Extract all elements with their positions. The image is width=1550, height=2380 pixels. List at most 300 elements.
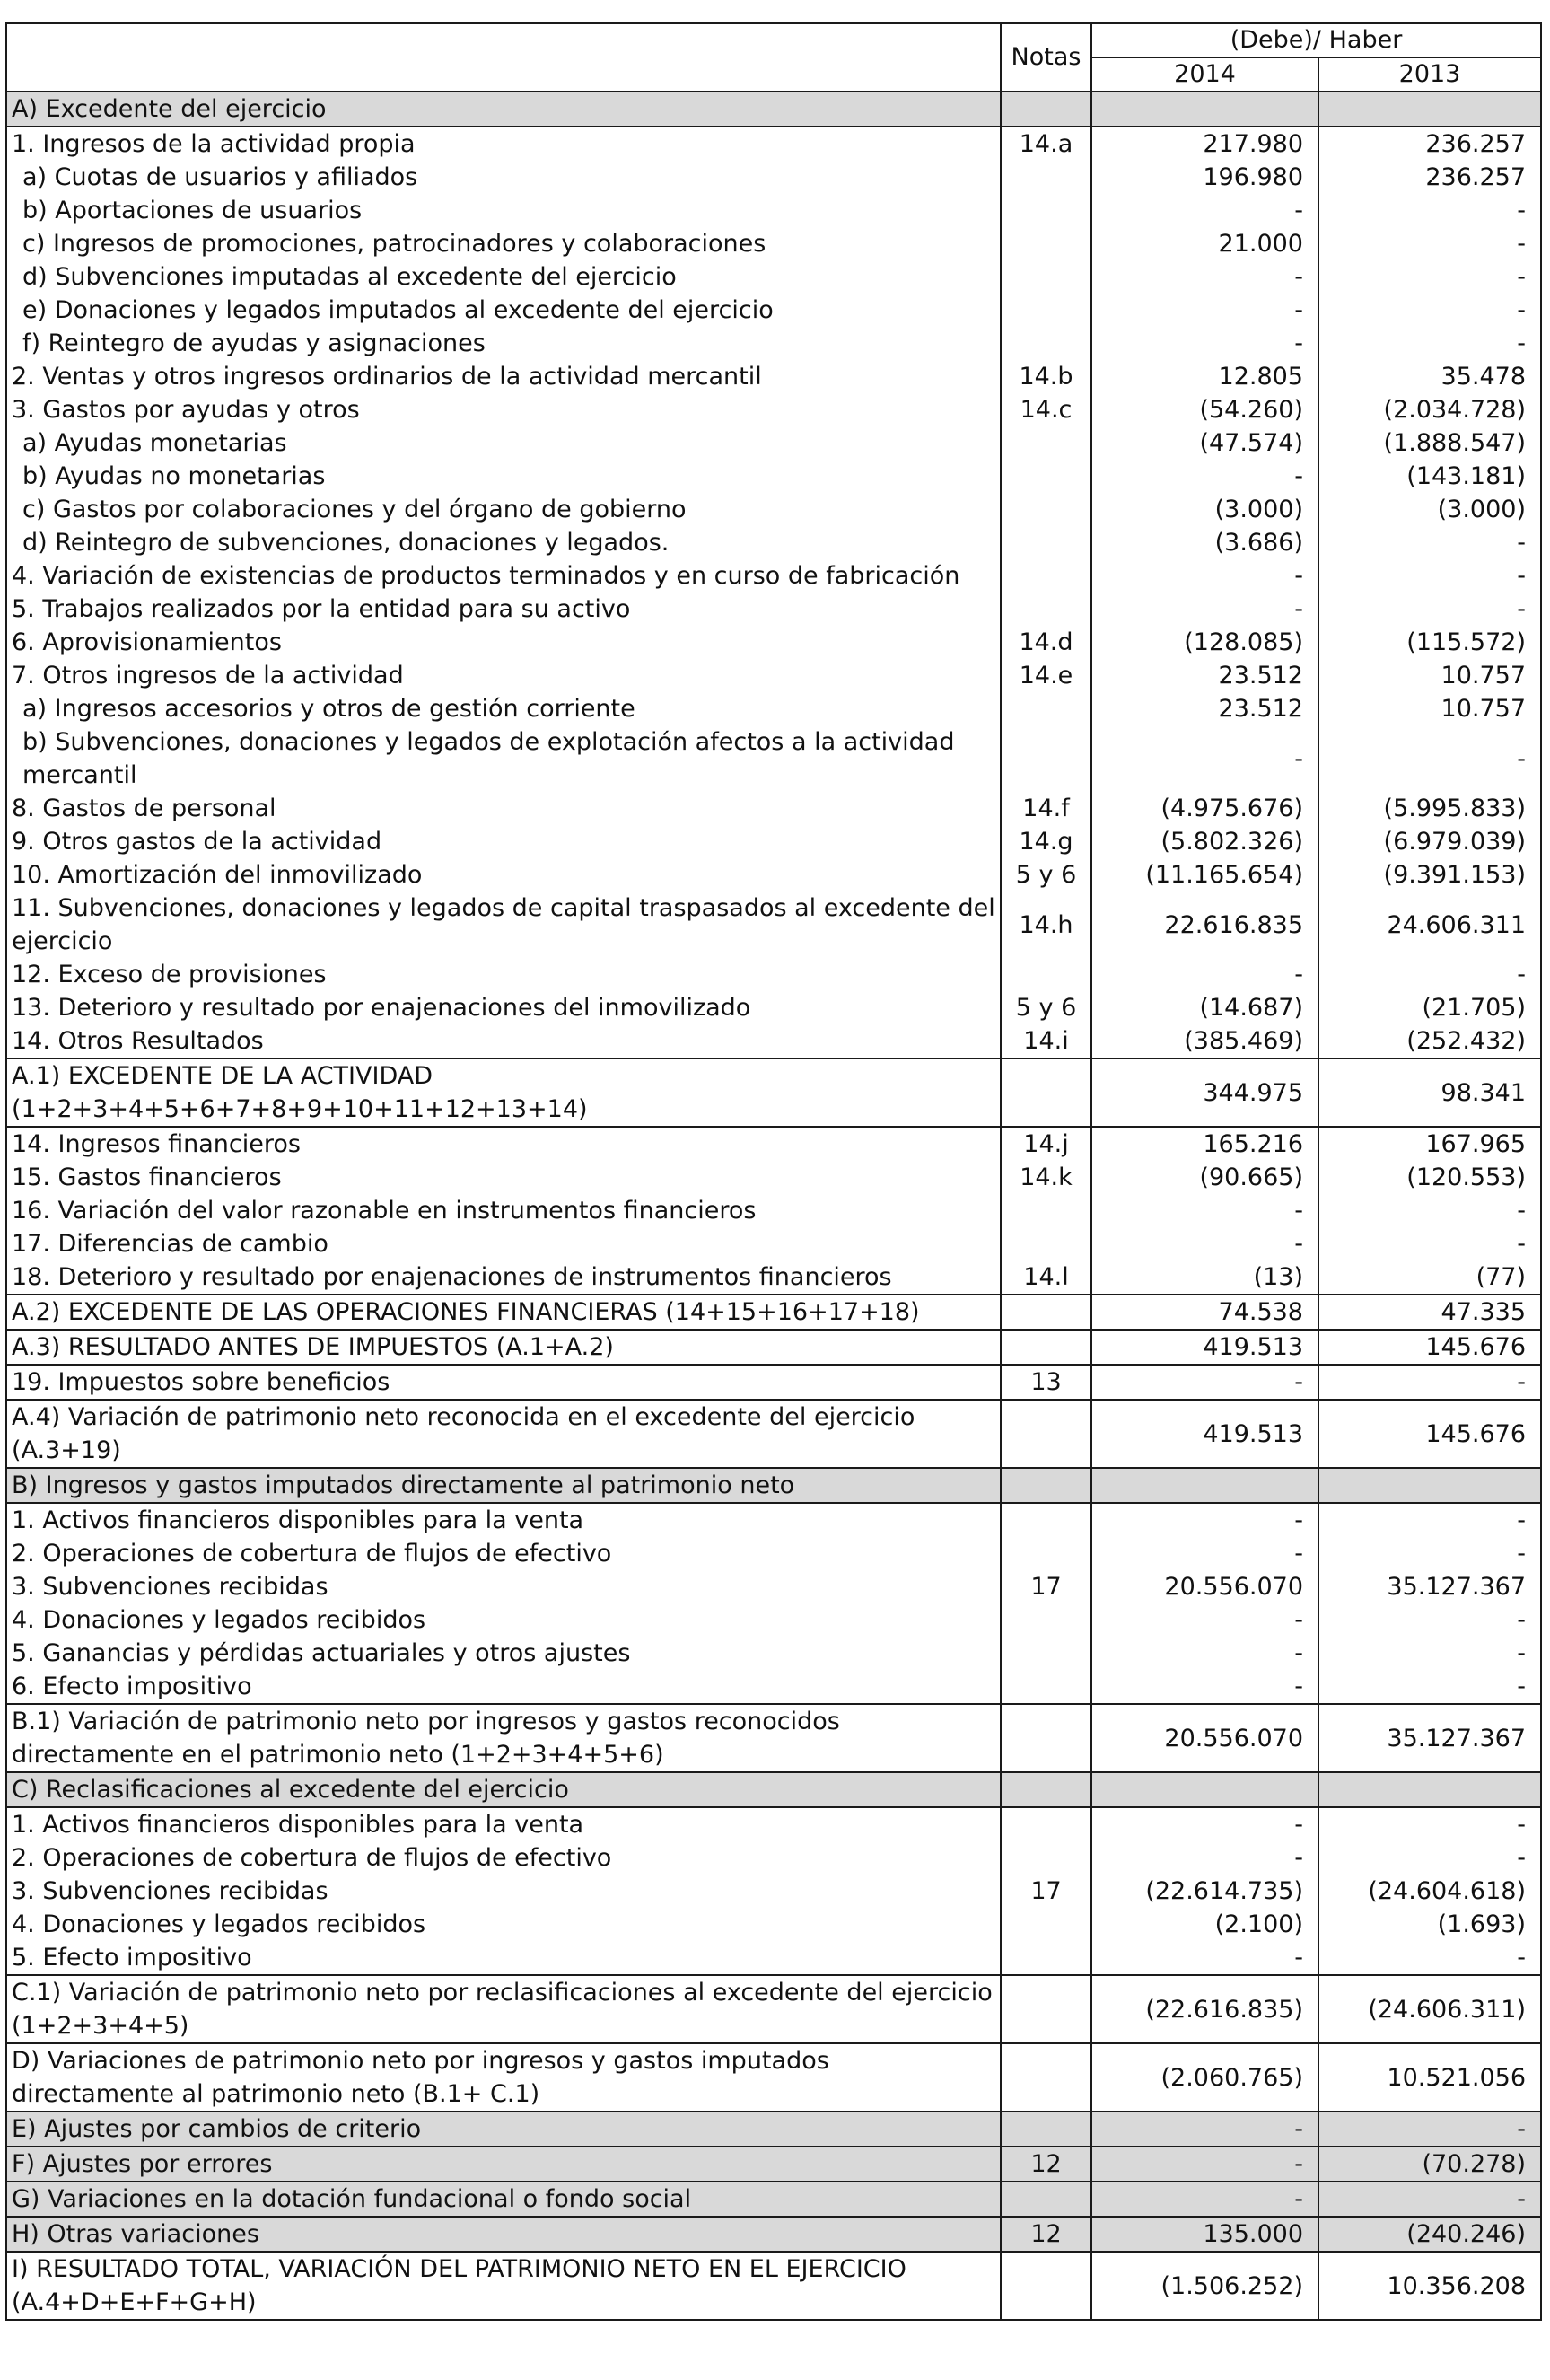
table-row [6, 991, 1541, 1024]
nota-cell [1001, 1772, 1091, 1807]
value-2014-cell: 419.513 [1091, 1330, 1318, 1365]
value-2014-cell: (5.802.326) [1091, 825, 1318, 858]
value-2014-cell: 21.000 [1091, 227, 1318, 260]
concept-cell: 14. Ingresos financieros [6, 1127, 1001, 1161]
value-2014-cell: 23.512 [1091, 692, 1318, 725]
nota-cell: 14.d [1001, 626, 1091, 659]
value-2013-cell: (252.432) [1318, 1024, 1541, 1058]
value-2014-cell: - [1091, 593, 1318, 626]
table-row [6, 626, 1541, 659]
statement-body [6, 92, 1541, 2320]
nota-cell [1001, 1537, 1091, 1570]
concept-cell: 5. Trabajos realizados por la entidad para su activo [6, 593, 1001, 626]
value-2013-cell: (70.278) [1318, 2147, 1541, 2182]
nota-cell [1001, 1227, 1091, 1260]
nota-cell: 17 [1001, 1875, 1091, 1908]
value-2014-cell: 12.805 [1091, 360, 1318, 393]
nota-cell [1001, 426, 1091, 460]
nota-cell: 12 [1001, 2217, 1091, 2252]
nota-cell [1001, 1704, 1091, 1772]
value-2014-cell: - [1091, 1637, 1318, 1670]
value-2013-cell: (5.995.833) [1318, 792, 1541, 825]
value-2014-cell: (2.060.765) [1091, 2043, 1318, 2112]
nota-cell: 5 y 6 [1001, 858, 1091, 891]
concept-cell: 3. Subvenciones recibidas [6, 1570, 1001, 1603]
nota-cell: 12 [1001, 2147, 1091, 2182]
concept-text: c) Gastos por colaboraciones y del órgano de gobierno [22, 496, 687, 523]
value-2013-cell: (2.034.728) [1318, 393, 1541, 426]
concept-cell: 3. Subvenciones recibidas [6, 1875, 1001, 1908]
table-row [6, 692, 1541, 725]
concept-cell: D) Variaciones de patrimonio neto por ingresos y gastos imputados directamente al patrimonio neto (B.1+ C.1) [6, 2043, 1001, 2112]
value-2013-cell: (3.000) [1318, 493, 1541, 526]
table-row [6, 659, 1541, 692]
value-2014-cell: (47.574) [1091, 426, 1318, 460]
value-2014-cell: - [1091, 260, 1318, 294]
total-row [6, 1058, 1541, 1127]
value-2014-cell: (385.469) [1091, 1024, 1318, 1058]
section-row [6, 2147, 1541, 2182]
table-row [6, 1807, 1541, 1841]
value-2014-cell: - [1091, 1807, 1318, 1841]
concept-cell: 4. Variación de existencias de productos terminados y en curso de fabricación [6, 559, 1001, 593]
section-row [6, 1468, 1541, 1503]
value-2013-cell: - [1318, 227, 1541, 260]
value-2013-cell: - [1318, 1603, 1541, 1637]
nota-cell [1001, 194, 1091, 227]
value-2014-cell: 20.556.070 [1091, 1570, 1318, 1603]
value-2014-cell: 419.513 [1091, 1400, 1318, 1468]
value-2014-cell: - [1091, 1941, 1318, 1975]
table-row [6, 1161, 1541, 1194]
nota-cell [1001, 1400, 1091, 1468]
value-2014-cell: 196.980 [1091, 161, 1318, 194]
nota-cell [1001, 1194, 1091, 1227]
concept-text: b) Ayudas no monetarias [22, 462, 326, 490]
section-row [6, 92, 1541, 127]
nota-cell: 14.j [1001, 1127, 1091, 1161]
section-row [6, 2217, 1541, 2252]
debe-haber-header: (Debe)/ Haber [1091, 23, 1541, 57]
value-2014-cell: 22.616.835 [1091, 891, 1318, 958]
table-row [6, 1537, 1541, 1570]
concept-cell: A.1) EXCEDENTE DE LA ACTIVIDAD (1+2+3+4+5+6+7+8+9+10+11+12+13+14) [6, 1058, 1001, 1127]
table-row [6, 1194, 1541, 1227]
value-2013-cell: 167.965 [1318, 1127, 1541, 1161]
nota-cell [1001, 1670, 1091, 1704]
statement-table [5, 22, 1542, 2321]
value-2013-cell: 10.356.208 [1318, 2252, 1541, 2320]
nota-cell [1001, 559, 1091, 593]
value-2013-cell: - [1318, 194, 1541, 227]
nota-cell: 14.i [1001, 1024, 1091, 1058]
nota-cell [1001, 1468, 1091, 1503]
value-2013-cell: - [1318, 1537, 1541, 1570]
table-row [6, 127, 1541, 161]
concept-cell: C.1) Variación de patrimonio neto por reclasificaciones al excedente del ejercicio (1+2+3+4+5) [6, 1975, 1001, 2043]
concept-text: c) Ingresos de promociones, patrocinadores y colaboraciones [22, 230, 766, 258]
nota-cell [1001, 260, 1091, 294]
year-2014-header: 2014 [1091, 57, 1318, 92]
value-2014-cell: - [1091, 1537, 1318, 1570]
nota-cell [1001, 2182, 1091, 2217]
concept-cell [6, 426, 1001, 460]
table-row [6, 1908, 1541, 1941]
concept-cell: E) Ajustes por cambios de criterio [6, 2112, 1001, 2147]
table-row [6, 1670, 1541, 1704]
nota-cell [1001, 460, 1091, 493]
nota-cell: 14.e [1001, 659, 1091, 692]
concept-cell: 16. Variación del valor razonable en instrumentos financieros [6, 1194, 1001, 1227]
value-2013-cell: (24.606.311) [1318, 1975, 1541, 2043]
nota-cell: 14.g [1001, 825, 1091, 858]
table-row [6, 360, 1541, 393]
value-2014-cell: (1.506.252) [1091, 2252, 1318, 2320]
concept-cell: 2. Operaciones de cobertura de flujos de efectivo [6, 1537, 1001, 1570]
value-2014-cell: 165.216 [1091, 1127, 1318, 1161]
value-2014-cell: - [1091, 1194, 1318, 1227]
value-2014-cell: (13) [1091, 1260, 1318, 1295]
value-2014-cell: - [1091, 958, 1318, 991]
concept-cell: 6. Efecto impositivo [6, 1670, 1001, 1704]
concept-cell: A.4) Variación de patrimonio neto reconocida en el excedente del ejercicio (A.3+19) [6, 1400, 1001, 1468]
nota-cell [1001, 1807, 1091, 1841]
concept-cell: 4. Donaciones y legados recibidos [6, 1603, 1001, 1637]
nota-cell: 14.l [1001, 1260, 1091, 1295]
nota-cell [1001, 1975, 1091, 2043]
nota-cell [1001, 327, 1091, 360]
value-2013-cell: 10.521.056 [1318, 2043, 1541, 2112]
value-2014-cell: - [1091, 559, 1318, 593]
nota-cell [1001, 1841, 1091, 1875]
table-row [6, 1127, 1541, 1161]
concept-cell [6, 227, 1001, 260]
value-2013-cell: (77) [1318, 1260, 1541, 1295]
total-row [6, 1295, 1541, 1330]
nota-cell: 5 y 6 [1001, 991, 1091, 1024]
nota-cell [1001, 92, 1091, 127]
value-2014-cell: (22.614.735) [1091, 1875, 1318, 1908]
nota-cell: 14.k [1001, 1161, 1091, 1194]
concept-text: f) Reintegro de ayudas y asignaciones [22, 329, 486, 357]
value-2013-cell: (21.705) [1318, 991, 1541, 1024]
nota-cell [1001, 1503, 1091, 1537]
concept-cell [6, 493, 1001, 526]
table-row [6, 426, 1541, 460]
concept-text: e) Donaciones y legados imputados al excedente del ejercicio [22, 296, 774, 324]
value-2013-cell: - [1318, 725, 1541, 792]
section-row [6, 2182, 1541, 2217]
concept-cell: 15. Gastos financieros [6, 1161, 1001, 1194]
concept-cell: A.2) EXCEDENTE DE LAS OPERACIONES FINANCIERAS (14+15+16+17+18) [6, 1295, 1001, 1330]
concept-cell [6, 161, 1001, 194]
value-2014-cell: (128.085) [1091, 626, 1318, 659]
table-row [6, 559, 1541, 593]
value-2013-cell: 10.757 [1318, 659, 1541, 692]
concept-cell [6, 327, 1001, 360]
nota-cell [1001, 526, 1091, 559]
value-2014-cell: 23.512 [1091, 659, 1318, 692]
table-row [6, 460, 1541, 493]
value-2014-cell: (4.975.676) [1091, 792, 1318, 825]
value-2014-cell: - [1091, 2112, 1318, 2147]
nota-cell [1001, 2252, 1091, 2320]
nota-cell: 14.f [1001, 792, 1091, 825]
value-2013-cell: (1.693) [1318, 1908, 1541, 1941]
concept-cell [6, 194, 1001, 227]
table-row [6, 194, 1541, 227]
concept-cell: B) Ingresos y gastos imputados directamente al patrimonio neto [6, 1468, 1001, 1503]
nota-cell: 13 [1001, 1365, 1091, 1400]
table-row [6, 1570, 1541, 1603]
concept-text: a) Cuotas de usuarios y afiliados [22, 163, 418, 191]
nota-cell [1001, 725, 1091, 792]
value-2014-cell: - [1091, 1603, 1318, 1637]
concept-text: a) Ayudas monetarias [22, 429, 287, 457]
concept-cell: 12. Exceso de provisiones [6, 958, 1001, 991]
nota-cell: 17 [1001, 1570, 1091, 1603]
value-2014-cell: - [1091, 1503, 1318, 1537]
table-row [6, 1603, 1541, 1637]
concept-cell: 11. Subvenciones, donaciones y legados de capital traspasados al excedente del ejercicio [6, 891, 1001, 958]
value-2013-cell: 35.127.367 [1318, 1704, 1541, 1772]
value-2013-cell: (1.888.547) [1318, 426, 1541, 460]
nota-cell [1001, 227, 1091, 260]
concept-cell [6, 294, 1001, 327]
concept-text: d) Subvenciones imputadas al excedente del ejercicio [22, 263, 677, 291]
concept-cell: 8. Gastos de personal [6, 792, 1001, 825]
table-row [6, 1260, 1541, 1295]
value-2014-cell: (3.686) [1091, 526, 1318, 559]
value-2013-cell: - [1318, 1941, 1541, 1975]
value-2014-cell: - [1091, 725, 1318, 792]
value-2013-cell: 35.478 [1318, 360, 1541, 393]
table-row [6, 1841, 1541, 1875]
table-row [6, 227, 1541, 260]
table-row [6, 260, 1541, 294]
concept-cell: 1. Activos financieros disponibles para la venta [6, 1807, 1001, 1841]
value-2013-cell: 236.257 [1318, 127, 1541, 161]
value-2014-cell: (3.000) [1091, 493, 1318, 526]
table-row [6, 593, 1541, 626]
value-2014-cell: (22.616.835) [1091, 1975, 1318, 2043]
value-2014-cell: (90.665) [1091, 1161, 1318, 1194]
concept-cell: 3. Gastos por ayudas y otros [6, 393, 1001, 426]
value-2014-cell [1091, 1468, 1318, 1503]
value-2014-cell: (54.260) [1091, 393, 1318, 426]
concept-cell: A.3) RESULTADO ANTES DE IMPUESTOS (A.1+A.2) [6, 1330, 1001, 1365]
value-2013-cell: - [1318, 1365, 1541, 1400]
value-2014-cell [1091, 1772, 1318, 1807]
value-2014-cell: 74.538 [1091, 1295, 1318, 1330]
table-row [6, 1941, 1541, 1975]
nota-cell: 14.c [1001, 393, 1091, 426]
value-2013-cell: - [1318, 1227, 1541, 1260]
value-2014-cell: - [1091, 327, 1318, 360]
concept-cell: C) Reclasificaciones al excedente del ejercicio [6, 1772, 1001, 1807]
value-2013-cell: 47.335 [1318, 1295, 1541, 1330]
nota-cell [1001, 958, 1091, 991]
table-row [6, 792, 1541, 825]
notas-header: Notas [1001, 23, 1091, 92]
table-row [6, 327, 1541, 360]
total-row [6, 2252, 1541, 2320]
value-2013-cell: - [1318, 958, 1541, 991]
nota-cell [1001, 1295, 1091, 1330]
value-2013-cell: - [1318, 327, 1541, 360]
concept-cell: 2. Operaciones de cobertura de flujos de efectivo [6, 1841, 1001, 1875]
concept-cell: H) Otras variaciones [6, 2217, 1001, 2252]
value-2013-cell: - [1318, 1841, 1541, 1875]
value-2013-cell: 98.341 [1318, 1058, 1541, 1127]
nota-cell [1001, 1058, 1091, 1127]
value-2013-cell [1318, 92, 1541, 127]
total-row [6, 1400, 1541, 1468]
table-row [6, 1637, 1541, 1670]
value-2014-cell: 344.975 [1091, 1058, 1318, 1127]
table-row [6, 1875, 1541, 1908]
value-2013-cell: - [1318, 559, 1541, 593]
concept-cell [6, 526, 1001, 559]
concept-cell: 5. Ganancias y pérdidas actuariales y otros ajustes [6, 1637, 1001, 1670]
section-row [6, 1772, 1541, 1807]
nota-cell [1001, 1637, 1091, 1670]
nota-cell [1001, 1941, 1091, 1975]
concept-cell: 17. Diferencias de cambio [6, 1227, 1001, 1260]
concept-cell: 19. Impuestos sobre beneficios [6, 1365, 1001, 1400]
value-2014-cell: - [1091, 294, 1318, 327]
table-row [6, 294, 1541, 327]
table-row [6, 858, 1541, 891]
concept-cell [6, 260, 1001, 294]
concept-header [6, 23, 1001, 92]
concept-text: b) Aportaciones de usuarios [22, 197, 363, 224]
concept-cell: I) RESULTADO TOTAL, VARIACIÓN DEL PATRIMONIO NETO EN EL EJERCICIO (A.4+D+E+F+G+H) [6, 2252, 1001, 2320]
concept-cell [6, 460, 1001, 493]
value-2014-cell: - [1091, 1227, 1318, 1260]
concept-cell: 1. Ingresos de la actividad propia [6, 127, 1001, 161]
concept-cell [6, 692, 1001, 725]
concept-cell [6, 725, 1001, 792]
value-2013-cell [1318, 1468, 1541, 1503]
value-2013-cell: - [1318, 1670, 1541, 1704]
value-2013-cell: - [1318, 260, 1541, 294]
nota-cell [1001, 2112, 1091, 2147]
table-row [6, 526, 1541, 559]
concept-cell: 9. Otros gastos de la actividad [6, 825, 1001, 858]
value-2013-cell: - [1318, 1637, 1541, 1670]
nota-cell [1001, 1908, 1091, 1941]
table-row [6, 493, 1541, 526]
total-row [6, 1975, 1541, 2043]
value-2013-cell: 145.676 [1318, 1400, 1541, 1468]
nota-cell [1001, 493, 1091, 526]
value-2014-cell: (14.687) [1091, 991, 1318, 1024]
concept-cell: 18. Deterioro y resultado por enajenaciones de instrumentos financieros [6, 1260, 1001, 1295]
value-2013-cell: (9.391.153) [1318, 858, 1541, 891]
nota-cell [1001, 692, 1091, 725]
concept-cell: 7. Otros ingresos de la actividad [6, 659, 1001, 692]
value-2014-cell: 20.556.070 [1091, 1704, 1318, 1772]
concept-cell: 13. Deterioro y resultado por enajenaciones del inmovilizado [6, 991, 1001, 1024]
value-2014-cell: 217.980 [1091, 127, 1318, 161]
table-row [6, 1503, 1541, 1537]
value-2014-cell: - [1091, 1841, 1318, 1875]
nota-cell [1001, 161, 1091, 194]
concept-text: a) Ingresos accesorios y otros de gestión corriente [22, 695, 635, 723]
value-2013-cell: - [1318, 1807, 1541, 1841]
total-row [6, 1704, 1541, 1772]
value-2013-cell: 236.257 [1318, 161, 1541, 194]
value-2014-cell: (11.165.654) [1091, 858, 1318, 891]
concept-cell: 6. Aprovisionamientos [6, 626, 1001, 659]
value-2013-cell: - [1318, 294, 1541, 327]
table-row [6, 1024, 1541, 1058]
value-2014-cell: - [1091, 194, 1318, 227]
year-2013-header: 2013 [1318, 57, 1541, 92]
value-2013-cell: - [1318, 2112, 1541, 2147]
concept-cell: B.1) Variación de patrimonio neto por ingresos y gastos reconocidos directamente en el patrimonio neto (1+2+3+4+5+6) [6, 1704, 1001, 1772]
concept-text: b) Subvenciones, donaciones y legados de explotación afectos a la actividad mercantil [22, 728, 955, 789]
value-2013-cell: (24.604.618) [1318, 1875, 1541, 1908]
value-2013-cell: - [1318, 526, 1541, 559]
concept-cell: 2. Ventas y otros ingresos ordinarios de la actividad mercantil [6, 360, 1001, 393]
table-row [6, 393, 1541, 426]
value-2014-cell: - [1091, 1670, 1318, 1704]
total-row [6, 1365, 1541, 1400]
value-2013-cell: - [1318, 2182, 1541, 2217]
total-row [6, 1330, 1541, 1365]
value-2013-cell: 35.127.367 [1318, 1570, 1541, 1603]
value-2013-cell: 24.606.311 [1318, 891, 1541, 958]
value-2013-cell: (120.553) [1318, 1161, 1541, 1194]
total-row [6, 2043, 1541, 2112]
value-2013-cell: - [1318, 593, 1541, 626]
table-row [6, 1227, 1541, 1260]
value-2013-cell: 10.757 [1318, 692, 1541, 725]
nota-cell: 14.h [1001, 891, 1091, 958]
value-2013-cell: (143.181) [1318, 460, 1541, 493]
section-row [6, 2112, 1541, 2147]
value-2014-cell: - [1091, 460, 1318, 493]
table-row [6, 161, 1541, 194]
concept-text: d) Reintegro de subvenciones, donaciones y legados. [22, 529, 670, 557]
table-row [6, 891, 1541, 958]
value-2014-cell: - [1091, 1365, 1318, 1400]
value-2013-cell: 145.676 [1318, 1330, 1541, 1365]
value-2013-cell: - [1318, 1503, 1541, 1537]
value-2014-cell: - [1091, 2182, 1318, 2217]
table-row [6, 725, 1541, 792]
nota-cell [1001, 1330, 1091, 1365]
nota-cell [1001, 1603, 1091, 1637]
table-row [6, 958, 1541, 991]
value-2014-cell: 135.000 [1091, 2217, 1318, 2252]
header-row-top [6, 23, 1541, 57]
value-2014-cell: (2.100) [1091, 1908, 1318, 1941]
value-2013-cell [1318, 1772, 1541, 1807]
value-2014-cell [1091, 92, 1318, 127]
value-2013-cell: (240.246) [1318, 2217, 1541, 2252]
nota-cell: 14.a [1001, 127, 1091, 161]
value-2013-cell: - [1318, 1194, 1541, 1227]
nota-cell [1001, 593, 1091, 626]
value-2013-cell: (115.572) [1318, 626, 1541, 659]
concept-cell: F) Ajustes por errores [6, 2147, 1001, 2182]
concept-cell: G) Variaciones en la dotación fundacional o fondo social [6, 2182, 1001, 2217]
concept-cell: 14. Otros Resultados [6, 1024, 1001, 1058]
value-2014-cell: - [1091, 2147, 1318, 2182]
